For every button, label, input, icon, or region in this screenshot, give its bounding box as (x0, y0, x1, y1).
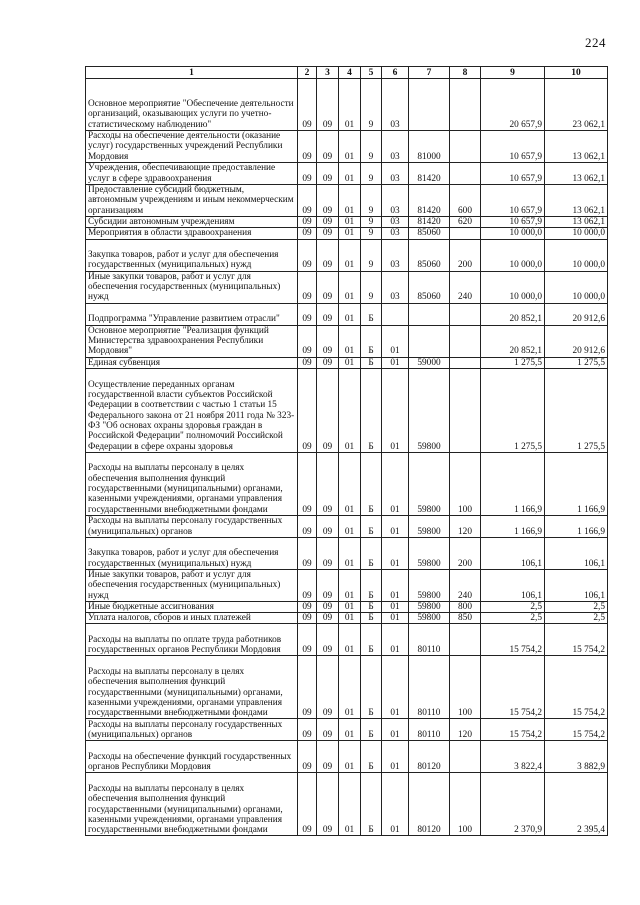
item-name: Расходы на обеспечение функций государственных органов Республики Мордовия (86, 741, 298, 773)
amount-year-2: 13 062,1 (545, 217, 608, 228)
code-grbs: 09 (298, 613, 317, 624)
code-section: 09 (317, 368, 339, 452)
code-subprogram: Б (361, 368, 382, 452)
code-direction: 59800 (409, 569, 450, 601)
code-direction: 85060 (409, 228, 450, 239)
amount-year-1: 15 754,2 (481, 656, 545, 719)
code-program: 01 (339, 613, 361, 624)
item-name: Расходы на выплаты персоналу государственных (муниципальных) органов (86, 515, 298, 537)
code-subprogram: Б (361, 325, 382, 357)
amount-year-2: 10 000,0 (545, 271, 608, 303)
code-direction: 59800 (409, 368, 450, 452)
table-row (86, 613, 608, 624)
code-section: 09 (317, 452, 339, 515)
table-row (86, 79, 608, 131)
item-name: Мероприятия в области здравоохранения (86, 228, 298, 239)
code-program: 01 (339, 131, 361, 163)
amount-year-2: 2,5 (545, 613, 608, 624)
code-subprogram: Б (361, 719, 382, 741)
code-subprogram: Б (361, 656, 382, 719)
code-activity: 01 (382, 601, 409, 612)
code-section: 09 (317, 741, 339, 773)
amount-year-2: 1 166,9 (545, 515, 608, 537)
code-grbs: 09 (298, 357, 317, 368)
item-name: Предоставление субсидий бюджетным, автономным учреждениям и иным некоммерческим организациям (86, 185, 298, 217)
header-cell: 5 (361, 67, 382, 79)
code-subprogram: 9 (361, 271, 382, 303)
amount-year-1: 2,5 (481, 613, 545, 624)
amount-year-2: 106,1 (545, 537, 608, 569)
code-direction: 81420 (409, 217, 450, 228)
item-name: Уплата налогов, сборов и иных платежей (86, 613, 298, 624)
code-direction: 59800 (409, 515, 450, 537)
code-subprogram: 9 (361, 131, 382, 163)
amount-year-1: 10 000,0 (481, 271, 545, 303)
item-name: Осуществление переданных органам государственной власти субъектов Российской Федерации в соответствии с частью 1 статьи 15 Федерального закона от 21 ноября 2011 года № 323-ФЗ "Об основах охраны здоровья граждан в Российской Федерации" полномочий Российской Федерации в сфере охраны здоровья (86, 368, 298, 452)
code-program: 01 (339, 773, 361, 836)
code-grbs: 09 (298, 601, 317, 612)
code-section: 09 (317, 719, 339, 741)
code-program: 01 (339, 163, 361, 185)
code-activity: 03 (382, 239, 409, 271)
code-expense-type: 600 (450, 185, 481, 217)
code-program: 01 (339, 303, 361, 325)
amount-year-1: 1 275,5 (481, 368, 545, 452)
code-grbs: 09 (298, 515, 317, 537)
item-name: Иные бюджетные ассигнования (86, 601, 298, 612)
code-section: 09 (317, 228, 339, 239)
code-activity: 01 (382, 452, 409, 515)
table-header-row (86, 67, 608, 79)
code-grbs: 09 (298, 131, 317, 163)
code-expense-type: 120 (450, 719, 481, 741)
code-subprogram: Б (361, 515, 382, 537)
header-cell: 10 (545, 67, 608, 79)
code-subprogram: Б (361, 773, 382, 836)
amount-year-2: 10 000,0 (545, 228, 608, 239)
table-row (86, 271, 608, 303)
code-subprogram: Б (361, 303, 382, 325)
code-section: 09 (317, 569, 339, 601)
table-row (86, 719, 608, 741)
code-direction: 59000 (409, 357, 450, 368)
code-expense-type (450, 163, 481, 185)
code-grbs: 09 (298, 741, 317, 773)
code-subprogram: Б (361, 741, 382, 773)
item-name: Расходы на обеспечение деятельности (оказание услуг) государственных учреждений Республики Мордовия (86, 131, 298, 163)
code-activity: 03 (382, 185, 409, 217)
code-program: 01 (339, 357, 361, 368)
code-expense-type: 100 (450, 773, 481, 836)
code-section: 09 (317, 131, 339, 163)
code-direction: 80110 (409, 656, 450, 719)
code-program: 01 (339, 601, 361, 612)
header-cell: 7 (409, 67, 450, 79)
code-section: 09 (317, 357, 339, 368)
code-direction: 85060 (409, 271, 450, 303)
amount-year-2: 10 000,0 (545, 239, 608, 271)
code-section: 09 (317, 163, 339, 185)
item-name: Основное мероприятие "Реализация функций Министерства здравоохранения Республики Мордовия" (86, 325, 298, 357)
code-expense-type (450, 368, 481, 452)
amount-year-1: 2,5 (481, 601, 545, 612)
amount-year-1: 106,1 (481, 569, 545, 601)
amount-year-1: 1 275,5 (481, 357, 545, 368)
code-expense-type: 120 (450, 515, 481, 537)
code-grbs: 09 (298, 228, 317, 239)
code-grbs: 09 (298, 537, 317, 569)
code-section: 09 (317, 79, 339, 131)
code-grbs: 09 (298, 656, 317, 719)
table-row (86, 515, 608, 537)
item-name: Учреждения, обеспечивающие предоставление услуг в сфере здравоохранения (86, 163, 298, 185)
code-activity: 01 (382, 325, 409, 357)
code-expense-type: 240 (450, 569, 481, 601)
code-section: 09 (317, 773, 339, 836)
amount-year-2: 20 912,6 (545, 303, 608, 325)
code-section: 09 (317, 537, 339, 569)
amount-year-1: 20 852,1 (481, 325, 545, 357)
code-direction: 81420 (409, 163, 450, 185)
header-cell: 6 (382, 67, 409, 79)
code-section: 09 (317, 325, 339, 357)
code-expense-type (450, 741, 481, 773)
table-row (86, 239, 608, 271)
code-activity: 03 (382, 131, 409, 163)
code-subprogram: Б (361, 452, 382, 515)
table-row (86, 185, 608, 217)
code-direction: 80110 (409, 719, 450, 741)
code-direction: 80110 (409, 624, 450, 656)
code-grbs: 09 (298, 217, 317, 228)
code-activity: 03 (382, 217, 409, 228)
code-program: 01 (339, 741, 361, 773)
code-section: 09 (317, 601, 339, 612)
table-row (86, 368, 608, 452)
code-program: 01 (339, 228, 361, 239)
code-subprogram: 9 (361, 239, 382, 271)
code-program: 01 (339, 217, 361, 228)
table-body (86, 67, 608, 836)
code-program: 01 (339, 239, 361, 271)
code-grbs: 09 (298, 452, 317, 515)
code-grbs: 09 (298, 79, 317, 131)
code-program: 01 (339, 719, 361, 741)
code-program: 01 (339, 185, 361, 217)
code-direction (409, 325, 450, 357)
code-expense-type: 100 (450, 656, 481, 719)
code-subprogram: Б (361, 601, 382, 612)
code-expense-type (450, 357, 481, 368)
code-activity: 03 (382, 79, 409, 131)
code-grbs: 09 (298, 239, 317, 271)
code-activity: 01 (382, 357, 409, 368)
code-subprogram: 9 (361, 79, 382, 131)
amount-year-2: 2 395,4 (545, 773, 608, 836)
table-row (86, 357, 608, 368)
code-subprogram: 9 (361, 217, 382, 228)
amount-year-2: 20 912,6 (545, 325, 608, 357)
item-name: Расходы на выплаты по оплате труда работников государственных органов Республики Мордовия (86, 624, 298, 656)
code-activity: 01 (382, 773, 409, 836)
item-name: Единая субвенция (86, 357, 298, 368)
code-activity: 01 (382, 515, 409, 537)
code-activity: 01 (382, 569, 409, 601)
code-activity: 01 (382, 719, 409, 741)
code-direction: 80120 (409, 741, 450, 773)
code-subprogram: Б (361, 537, 382, 569)
code-direction: 59800 (409, 601, 450, 612)
code-grbs: 09 (298, 569, 317, 601)
header-cell: 8 (450, 67, 481, 79)
code-grbs: 09 (298, 271, 317, 303)
header-cell: 3 (317, 67, 339, 79)
code-section: 09 (317, 656, 339, 719)
amount-year-1: 3 822,4 (481, 741, 545, 773)
table-row (86, 452, 608, 515)
code-section: 09 (317, 217, 339, 228)
table-row (86, 656, 608, 719)
code-direction: 85060 (409, 239, 450, 271)
header-cell: 1 (86, 67, 298, 79)
header-cell: 2 (298, 67, 317, 79)
code-direction: 81420 (409, 185, 450, 217)
amount-year-1: 20 657,9 (481, 79, 545, 131)
code-expense-type: 850 (450, 613, 481, 624)
code-program: 01 (339, 271, 361, 303)
header-cell: 4 (339, 67, 361, 79)
table-row (86, 624, 608, 656)
code-direction: 81000 (409, 131, 450, 163)
code-grbs: 09 (298, 719, 317, 741)
code-program: 01 (339, 325, 361, 357)
item-name: Расходы на выплаты персоналу в целях обеспечения выполнения функций государственными (муниципальными) органами, казенными учреждениями, органами управления государственными внебюджетными фондами (86, 773, 298, 836)
code-expense-type: 200 (450, 537, 481, 569)
amount-year-1: 20 852,1 (481, 303, 545, 325)
amount-year-2: 3 882,9 (545, 741, 608, 773)
code-activity: 03 (382, 271, 409, 303)
code-expense-type (450, 79, 481, 131)
code-section: 09 (317, 624, 339, 656)
code-activity: 03 (382, 163, 409, 185)
code-grbs: 09 (298, 163, 317, 185)
amount-year-2: 15 754,2 (545, 719, 608, 741)
item-name: Основное мероприятие "Обеспечение деятельности организаций, оказывающих услуги по учетно-статистическому наблюдению" (86, 79, 298, 131)
code-expense-type: 240 (450, 271, 481, 303)
code-section: 09 (317, 185, 339, 217)
item-name: Иные закупки товаров, работ и услуг для обеспечения государственных (муниципальных) нужд (86, 271, 298, 303)
code-expense-type: 800 (450, 601, 481, 612)
code-expense-type: 100 (450, 452, 481, 515)
table-row (86, 601, 608, 612)
code-section: 09 (317, 271, 339, 303)
code-section: 09 (317, 303, 339, 325)
amount-year-1: 10 657,9 (481, 163, 545, 185)
page-number: 224 (585, 35, 606, 50)
amount-year-1: 15 754,2 (481, 624, 545, 656)
amount-year-1: 10 657,9 (481, 217, 545, 228)
code-expense-type: 620 (450, 217, 481, 228)
code-grbs: 09 (298, 303, 317, 325)
code-expense-type: 200 (450, 239, 481, 271)
amount-year-2: 13 062,1 (545, 185, 608, 217)
item-name: Расходы на выплаты персоналу в целях обеспечения выполнения функций государственными (муниципальными) органами, казенными учреждениями, органами управления государственными внебюджетными фондами (86, 656, 298, 719)
code-direction: 59800 (409, 452, 450, 515)
header-cell: 9 (481, 67, 545, 79)
amount-year-2: 23 062,1 (545, 79, 608, 131)
code-program: 01 (339, 515, 361, 537)
code-subprogram: 9 (361, 185, 382, 217)
code-program: 01 (339, 537, 361, 569)
code-subprogram: Б (361, 613, 382, 624)
code-grbs: 09 (298, 325, 317, 357)
table-row (86, 303, 608, 325)
amount-year-1: 10 000,0 (481, 239, 545, 271)
code-direction: 80120 (409, 773, 450, 836)
code-direction: 59800 (409, 537, 450, 569)
amount-year-2: 1 166,9 (545, 452, 608, 515)
code-subprogram: Б (361, 624, 382, 656)
table-row (86, 741, 608, 773)
amount-year-1: 106,1 (481, 537, 545, 569)
amount-year-2: 13 062,1 (545, 163, 608, 185)
table-row (86, 131, 608, 163)
amount-year-2: 1 275,5 (545, 368, 608, 452)
item-name: Закупка товаров, работ и услуг для обеспечения государственных (муниципальных) нужд (86, 239, 298, 271)
amount-year-2: 15 754,2 (545, 656, 608, 719)
code-program: 01 (339, 569, 361, 601)
code-activity: 01 (382, 537, 409, 569)
code-grbs: 09 (298, 185, 317, 217)
table-row (86, 217, 608, 228)
code-subprogram: 9 (361, 163, 382, 185)
amount-year-2: 13 062,1 (545, 131, 608, 163)
code-section: 09 (317, 515, 339, 537)
code-subprogram: 9 (361, 228, 382, 239)
amount-year-2: 106,1 (545, 569, 608, 601)
table-row (86, 163, 608, 185)
code-program: 01 (339, 368, 361, 452)
code-section: 09 (317, 613, 339, 624)
code-program: 01 (339, 624, 361, 656)
code-subprogram: Б (361, 357, 382, 368)
amount-year-1: 10 000,0 (481, 228, 545, 239)
code-expense-type (450, 131, 481, 163)
code-activity: 03 (382, 228, 409, 239)
code-expense-type (450, 228, 481, 239)
item-name: Расходы на выплаты персоналу в целях обеспечения выполнения функций государственными (муниципальными) органами, казенными учреждениями, органами управления государственными внебюджетными фондами (86, 452, 298, 515)
code-program: 01 (339, 79, 361, 131)
code-program: 01 (339, 656, 361, 719)
amount-year-1: 1 166,9 (481, 452, 545, 515)
code-grbs: 09 (298, 773, 317, 836)
code-direction (409, 303, 450, 325)
amount-year-1: 15 754,2 (481, 719, 545, 741)
item-name: Иные закупки товаров, работ и услуг для обеспечения государственных (муниципальных) нужд (86, 569, 298, 601)
item-name: Субсидии автономным учреждениям (86, 217, 298, 228)
code-expense-type (450, 624, 481, 656)
amount-year-2: 1 275,5 (545, 357, 608, 368)
code-activity (382, 303, 409, 325)
table-row (86, 569, 608, 601)
budget-table (85, 66, 608, 836)
code-direction: 59800 (409, 613, 450, 624)
table-row (86, 325, 608, 357)
item-name: Подпрограмма "Управление развитием отрасли" (86, 303, 298, 325)
table-row (86, 537, 608, 569)
code-expense-type (450, 325, 481, 357)
code-grbs: 09 (298, 368, 317, 452)
amount-year-2: 15 754,2 (545, 624, 608, 656)
table-row (86, 773, 608, 836)
code-section: 09 (317, 239, 339, 271)
code-expense-type (450, 303, 481, 325)
code-activity: 01 (382, 741, 409, 773)
item-name: Закупка товаров, работ и услуг для обеспечения государственных (муниципальных) нужд (86, 537, 298, 569)
code-direction (409, 79, 450, 131)
amount-year-1: 10 657,9 (481, 185, 545, 217)
code-grbs: 09 (298, 624, 317, 656)
code-program: 01 (339, 452, 361, 515)
amount-year-1: 2 370,9 (481, 773, 545, 836)
amount-year-1: 1 166,9 (481, 515, 545, 537)
code-activity: 01 (382, 656, 409, 719)
code-activity: 01 (382, 613, 409, 624)
code-subprogram: Б (361, 569, 382, 601)
item-name: Расходы на выплаты персоналу государственных (муниципальных) органов (86, 719, 298, 741)
table-row (86, 228, 608, 239)
code-activity: 01 (382, 368, 409, 452)
code-activity: 01 (382, 624, 409, 656)
amount-year-2: 2,5 (545, 601, 608, 612)
amount-year-1: 10 657,9 (481, 131, 545, 163)
